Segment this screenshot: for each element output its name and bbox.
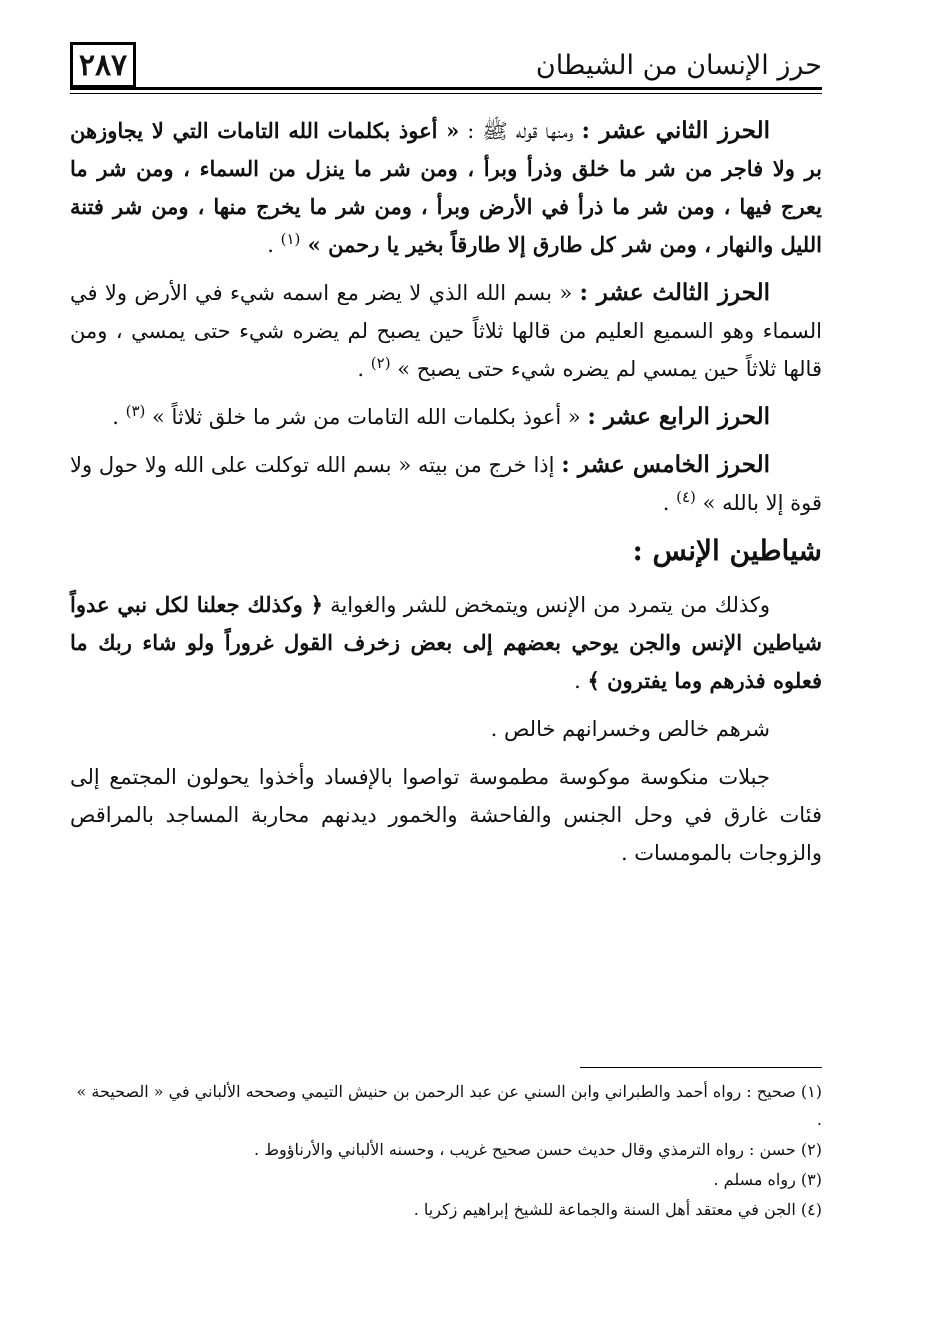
header-rule-thick xyxy=(70,87,822,90)
header-rule-thin xyxy=(70,93,822,94)
paragraph-jibillat: جبلات منكوسة موكوسة مطموسة تواصوا بالإفساد وأخذوا يحولون المجتمع إلى فئات غارق في وحل الجنس والفاحشة والخمور ديدنهم محاربة المساجد بالمراقص والزوجات بالمومسات . xyxy=(70,765,822,865)
hirz-12-intro: ومنها قوله ﷺ : xyxy=(459,119,582,143)
hirz-13-end: . xyxy=(357,357,371,381)
paragraph-hirz-14 xyxy=(70,398,822,436)
hirz-15-end: . xyxy=(662,491,677,515)
page-number-box xyxy=(70,42,136,88)
paragraph-hirz-13 xyxy=(70,274,822,388)
running-title: حرز الإنسان من الشيطان xyxy=(535,50,822,81)
hirz-13-title: الحرز الثالث عشر : xyxy=(579,279,770,306)
paragraph-hirz-15 xyxy=(70,446,822,522)
footnote-2: (٢) حسن : رواه الترمذي وقال حديث حسن صحيح غريب ، وحسنه الألباني والأرناؤوط . xyxy=(254,1140,822,1159)
hirz-15-title: الحرز الخامس عشر : xyxy=(561,451,770,478)
paragraph-sharruhum: شرهم خالص وخسرانهم خالص . xyxy=(490,717,770,741)
footnote-4: (٤) الجن في معتقد أهل السنة والجماعة للشيخ إبراهيم زكريا . xyxy=(413,1200,822,1219)
paragraph-shayatin-al-ins xyxy=(70,586,822,700)
footnote-3: (٣) رواه مسلم . xyxy=(713,1170,822,1189)
hirz-14-title: الحرز الرابع عشر : xyxy=(587,403,770,430)
shayatin-end: . xyxy=(574,669,588,693)
section-heading: شياطين الإنس : xyxy=(632,534,822,567)
main-text xyxy=(70,112,822,882)
footnote-ref-1: (١) xyxy=(280,230,301,248)
quran-verse: ﴿ وكذلك جعلنا لكل نبي عدواً شياطين الإنس والجن يوحي بعضهم إلى بعض زخرف القول غروراً ولو شاء ربك ما فعلوه فذرهم وما يفترون ﴾ xyxy=(70,592,822,693)
hirz-12-title: الحرز الثاني عشر : xyxy=(581,117,770,144)
hirz-15-text: إذا خرج من بيته « بسم الله توكلت على الله ولا حول ولا قوة إلا بالله » xyxy=(70,453,822,515)
hirz-14-text: « أعوذ بكلمات الله التامات من شر ما خلق ثلاثاً » xyxy=(145,405,588,429)
hirz-12-end: . xyxy=(267,233,281,257)
footnote-1: (١) صحيح : رواه أحمد والطبراني وابن السني عن عبد الرحمن بن حنيش التيمي وصححه الألباني في « الصحيحة » . xyxy=(76,1082,822,1129)
hirz-14-end: . xyxy=(112,405,126,429)
page-header xyxy=(70,42,822,94)
footnote-separator xyxy=(580,1067,822,1068)
footnote-ref-2: (٢) xyxy=(370,354,391,372)
shayatin-text: وكذلك من يتمرد من الإنس ويتمخض للشر والغواية xyxy=(322,593,771,617)
page-number: ٢٨٧ xyxy=(78,47,128,83)
footnote-ref-4: (٤) xyxy=(676,488,696,506)
paragraph-hirz-12 xyxy=(70,112,822,264)
hirz-12-text: « أعوذ بكلمات الله التامات التي لا يجاوزهن بر ولا فاجر من شر ما خلق وذرأ وبرأ ، ومن شر ما ينزل من السماء ، ومن شر ما يعرج فيها ، ومن شر ما ذرأ في الأرض وبرأ ، ومن شر ما يخرج منها ، ومن شر فتنة الليل والنهار ، ومن شر كل طارق إلا طارقاً بخير يا رحمن » xyxy=(70,118,823,257)
hirz-13-text: « بسم الله الذي لا يضر مع اسمه شيء في الأرض ولا في السماء وهو السميع العليم من قالها ثلاثاً حين يصبح لم يضره شيء حتى يمسي ، ومن قالها ثلاثاً حين يمسي لم يضره شيء حتى يصبح » xyxy=(70,281,822,381)
footnote-ref-3: (٣) xyxy=(125,402,146,420)
footnotes xyxy=(70,1078,822,1226)
